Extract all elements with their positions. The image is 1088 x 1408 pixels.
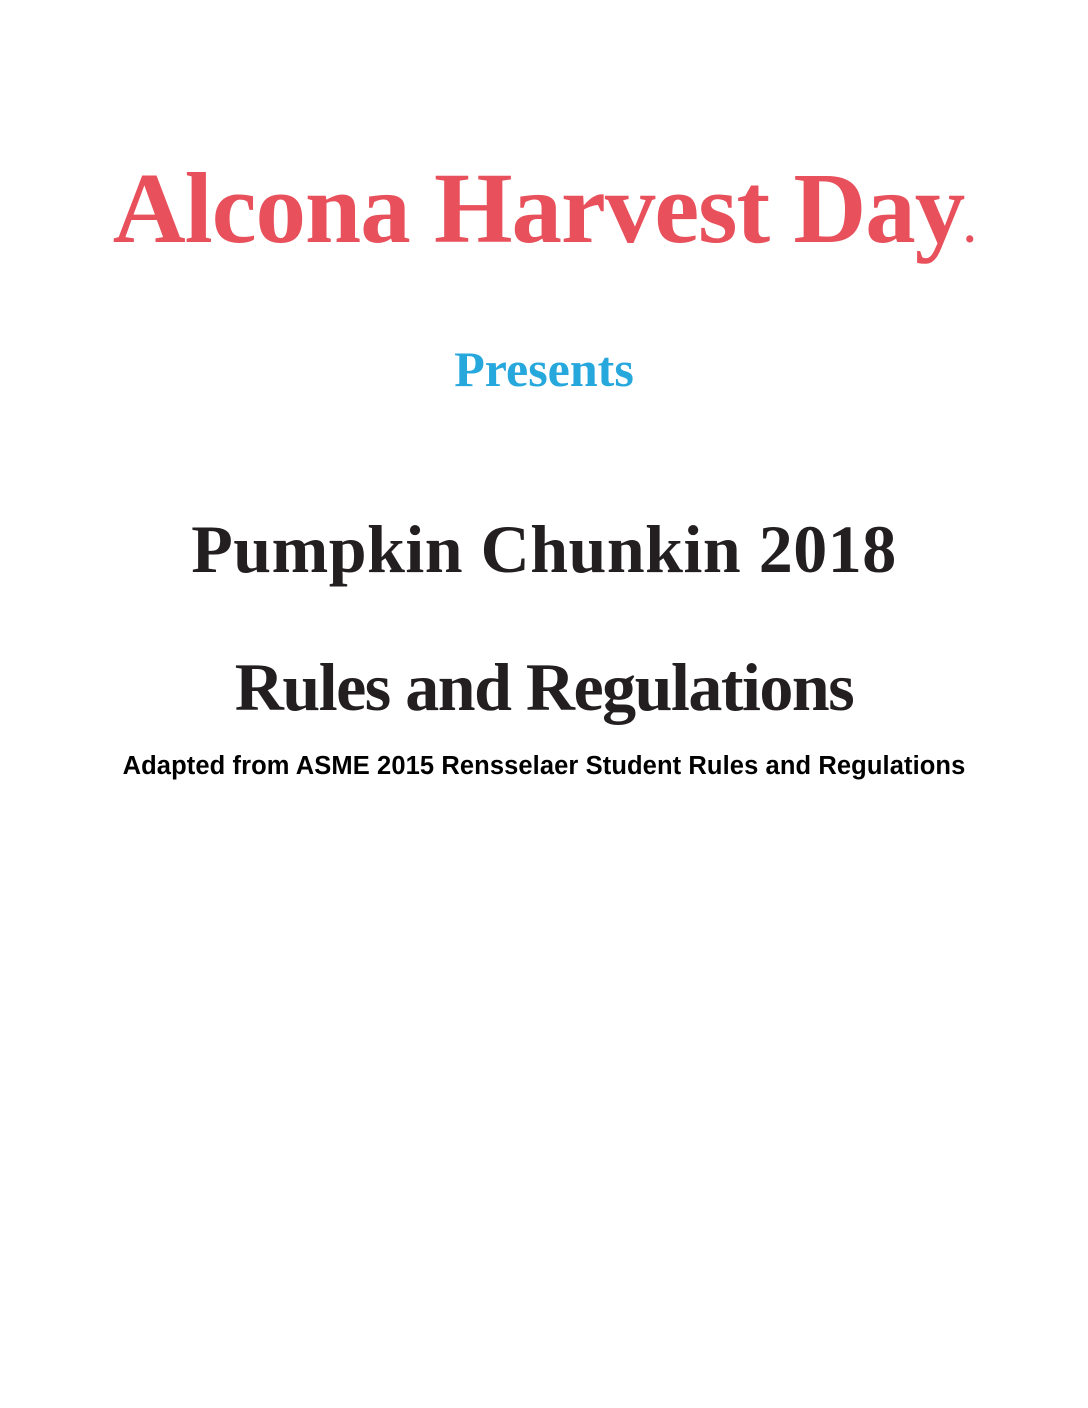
- organization-title: [0, 152, 1088, 264]
- document-type-title: Rules and Regulations: [234, 649, 854, 725]
- organization-title-period: .: [964, 203, 976, 252]
- event-title: Pumpkin Chunkin 2018: [191, 511, 897, 587]
- organization-title-text: Alcona Harvest Day: [112, 152, 965, 264]
- credit-line: Adapted from ASME 2015 Rensselaer Student Rules and Regulations: [122, 752, 966, 780]
- presents-label: Presents: [454, 341, 634, 397]
